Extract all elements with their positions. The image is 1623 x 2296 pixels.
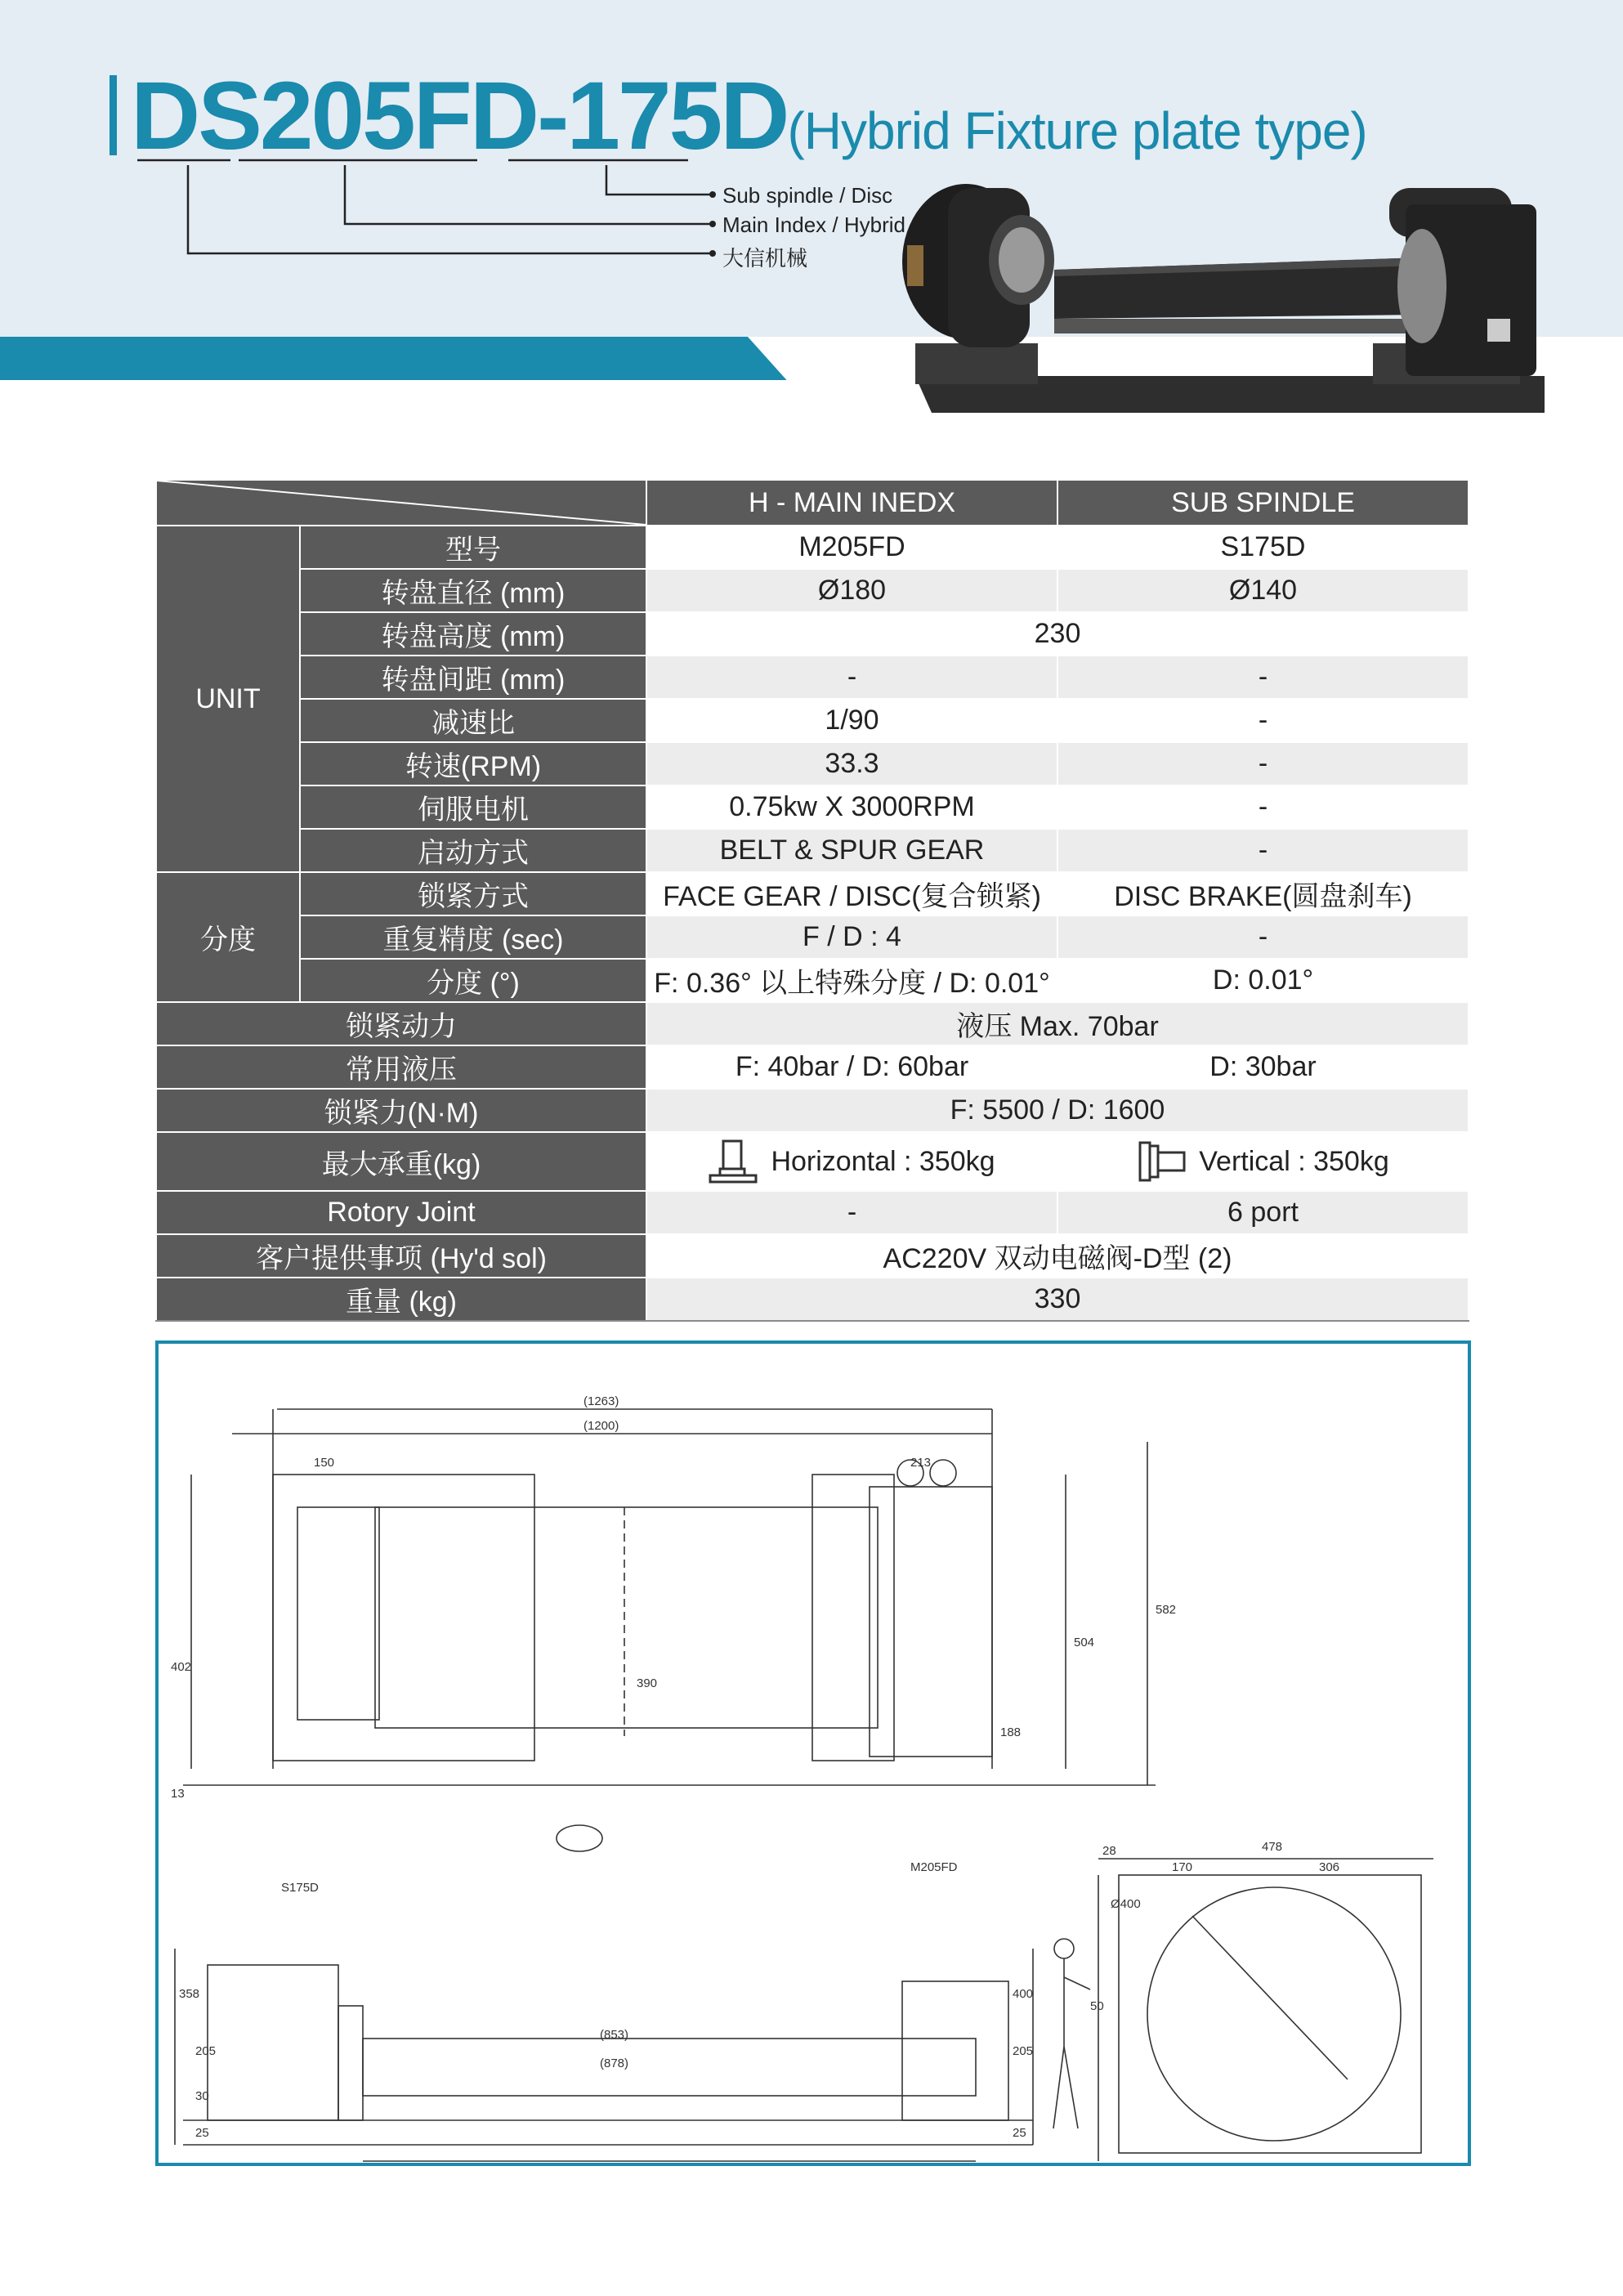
vertical-load-icon bbox=[1137, 1138, 1187, 1185]
dim-text: 205 bbox=[195, 2044, 217, 2058]
cell-sub: 6 port bbox=[1057, 1191, 1469, 1234]
table-row bbox=[156, 569, 1469, 612]
dim-text: 504 bbox=[1074, 1636, 1095, 1649]
table-row bbox=[156, 915, 1469, 959]
product-image bbox=[899, 180, 1553, 417]
cell-sub: - bbox=[1057, 699, 1469, 742]
dim-text: 306 bbox=[1319, 1860, 1340, 1874]
cell-main: F / D : 4 bbox=[646, 915, 1057, 959]
dim-text: 150 bbox=[314, 1456, 335, 1470]
table-row bbox=[156, 1191, 1469, 1234]
group-label-unit: UNIT bbox=[156, 526, 300, 872]
cell-main: BELT & SPUR GEAR bbox=[646, 829, 1057, 872]
view-label: S175D bbox=[281, 1881, 319, 1895]
row-label: 最大承重(kg) bbox=[156, 1132, 646, 1191]
cell-merged: 液压 Max. 70bar bbox=[646, 1002, 1469, 1045]
dim-text: 30 bbox=[195, 2089, 209, 2103]
dim-text: Ø400 bbox=[1111, 1897, 1141, 1911]
legend-sub-spindle: Sub spindle / Disc bbox=[722, 183, 893, 208]
cell-sub: - bbox=[1057, 742, 1469, 785]
row-label: 客户提供事项 (Hy'd sol) bbox=[156, 1234, 646, 1278]
cell-merged: 230 bbox=[646, 612, 1469, 656]
cell-merged: 330 bbox=[646, 1278, 1469, 1321]
row-label: 转盘直径 (mm) bbox=[300, 569, 646, 612]
dim-text: (1200) bbox=[583, 1419, 619, 1433]
vertical-load-label: Vertical : 350kg bbox=[1199, 1145, 1389, 1177]
column-header-sub: SUB SPINDLE bbox=[1057, 480, 1469, 526]
dim-text: 25 bbox=[195, 2126, 209, 2140]
dim-text: (1263) bbox=[583, 1394, 619, 1408]
row-label: 重复精度 (sec) bbox=[300, 915, 646, 959]
technical-drawing bbox=[159, 1344, 1468, 2163]
spec-table bbox=[155, 479, 1469, 1322]
cell-sub: - bbox=[1057, 829, 1469, 872]
cell-sub: DISC BRAKE(圆盘刹车) bbox=[1057, 872, 1469, 915]
legend-main-index: Main Index / Hybrid bbox=[722, 213, 905, 237]
cell-main: - bbox=[646, 1191, 1057, 1234]
table-row bbox=[156, 612, 1469, 656]
legend-company: 大信机械 bbox=[722, 246, 808, 271]
cell-main: Ø180 bbox=[646, 569, 1057, 612]
cell-main: 1/90 bbox=[646, 699, 1057, 742]
model-code: DS205FD-175D bbox=[131, 62, 788, 170]
row-label: 锁紧方式 bbox=[300, 872, 646, 915]
cell-sub: S175D bbox=[1057, 526, 1469, 569]
model-subtitle: (Hybrid Fixture plate type) bbox=[787, 101, 1367, 160]
row-label: 重量 (kg) bbox=[156, 1278, 646, 1321]
cell-sub bbox=[1057, 1132, 1469, 1191]
row-label: 锁紧力(N·M) bbox=[156, 1089, 646, 1132]
table-row bbox=[156, 526, 1469, 569]
dim-text: 390 bbox=[637, 1676, 658, 1690]
row-label: 转盘间距 (mm) bbox=[300, 656, 646, 699]
dim-text: 13 bbox=[171, 1787, 185, 1801]
dim-text: 400 bbox=[1013, 1987, 1034, 2001]
dim-text: 50 bbox=[1090, 1999, 1104, 2013]
row-label: 启动方式 bbox=[300, 829, 646, 872]
table-corner bbox=[156, 480, 646, 526]
column-header-main: H - MAIN INEDX bbox=[646, 480, 1057, 526]
table-row bbox=[156, 699, 1469, 742]
cell-sub: D: 0.01° bbox=[1057, 959, 1469, 1002]
cell-sub: D: 30bar bbox=[1057, 1045, 1469, 1089]
dim-text: (853) bbox=[600, 2028, 629, 2042]
horizontal-load-label: Horizontal : 350kg bbox=[771, 1145, 995, 1177]
row-label: 型号 bbox=[300, 526, 646, 569]
dim-text: 170 bbox=[1172, 1860, 1193, 1874]
cell-main: 0.75kw X 3000RPM bbox=[646, 785, 1057, 829]
cell-main: M205FD bbox=[646, 526, 1057, 569]
cell-merged: F: 5500 / D: 1600 bbox=[646, 1089, 1469, 1132]
table-row bbox=[156, 785, 1469, 829]
table-row bbox=[156, 656, 1469, 699]
cell-sub: - bbox=[1057, 915, 1469, 959]
horizontal-load-icon bbox=[709, 1138, 759, 1185]
technical-drawing-frame bbox=[155, 1340, 1471, 2166]
table-row bbox=[156, 1089, 1469, 1132]
dim-text: (878) bbox=[600, 2057, 629, 2070]
dim-text: 402 bbox=[171, 1660, 192, 1674]
row-label: 常用液压 bbox=[156, 1045, 646, 1089]
table-row bbox=[156, 1002, 1469, 1045]
dim-text: 28 bbox=[1102, 1844, 1116, 1858]
cell-sub: Ø140 bbox=[1057, 569, 1469, 612]
cell-main: F: 0.36° 以上特殊分度 / D: 0.01° bbox=[646, 959, 1057, 1002]
dim-text: 25 bbox=[1013, 2126, 1026, 2140]
table-row bbox=[156, 1278, 1469, 1321]
table-row bbox=[156, 959, 1469, 1002]
row-label: 转盘高度 (mm) bbox=[300, 612, 646, 656]
cell-main: 33.3 bbox=[646, 742, 1057, 785]
cell-main: F: 40bar / D: 60bar bbox=[646, 1045, 1057, 1089]
table-row bbox=[156, 742, 1469, 785]
dim-text: 213 bbox=[910, 1456, 932, 1470]
row-label: 锁紧动力 bbox=[156, 1002, 646, 1045]
table-row bbox=[156, 1234, 1469, 1278]
cell-merged: AC220V 双动电磁阀-D型 (2) bbox=[646, 1234, 1469, 1278]
dim-text: 478 bbox=[1262, 1840, 1283, 1854]
view-label: M205FD bbox=[910, 1860, 958, 1874]
cell-main bbox=[646, 1132, 1057, 1191]
table-row bbox=[156, 1132, 1469, 1191]
row-label: 转速(RPM) bbox=[300, 742, 646, 785]
table-row bbox=[156, 1045, 1469, 1089]
row-label: 减速比 bbox=[300, 699, 646, 742]
dim-text: 582 bbox=[1156, 1603, 1177, 1617]
row-label: 伺服电机 bbox=[300, 785, 646, 829]
dim-text: 205 bbox=[1013, 2044, 1034, 2058]
dim-text: 358 bbox=[179, 1987, 200, 2001]
group-label-index: 分度 bbox=[156, 872, 300, 1002]
cell-sub: - bbox=[1057, 785, 1469, 829]
row-label: Rotory Joint bbox=[156, 1191, 646, 1234]
cell-main: FACE GEAR / DISC(复合锁紧) bbox=[646, 872, 1057, 915]
table-row bbox=[156, 829, 1469, 872]
row-label: 分度 (°) bbox=[300, 959, 646, 1002]
dim-text: 188 bbox=[1000, 1725, 1022, 1739]
table-row bbox=[156, 872, 1469, 915]
cell-main: - bbox=[646, 656, 1057, 699]
cell-sub: - bbox=[1057, 656, 1469, 699]
